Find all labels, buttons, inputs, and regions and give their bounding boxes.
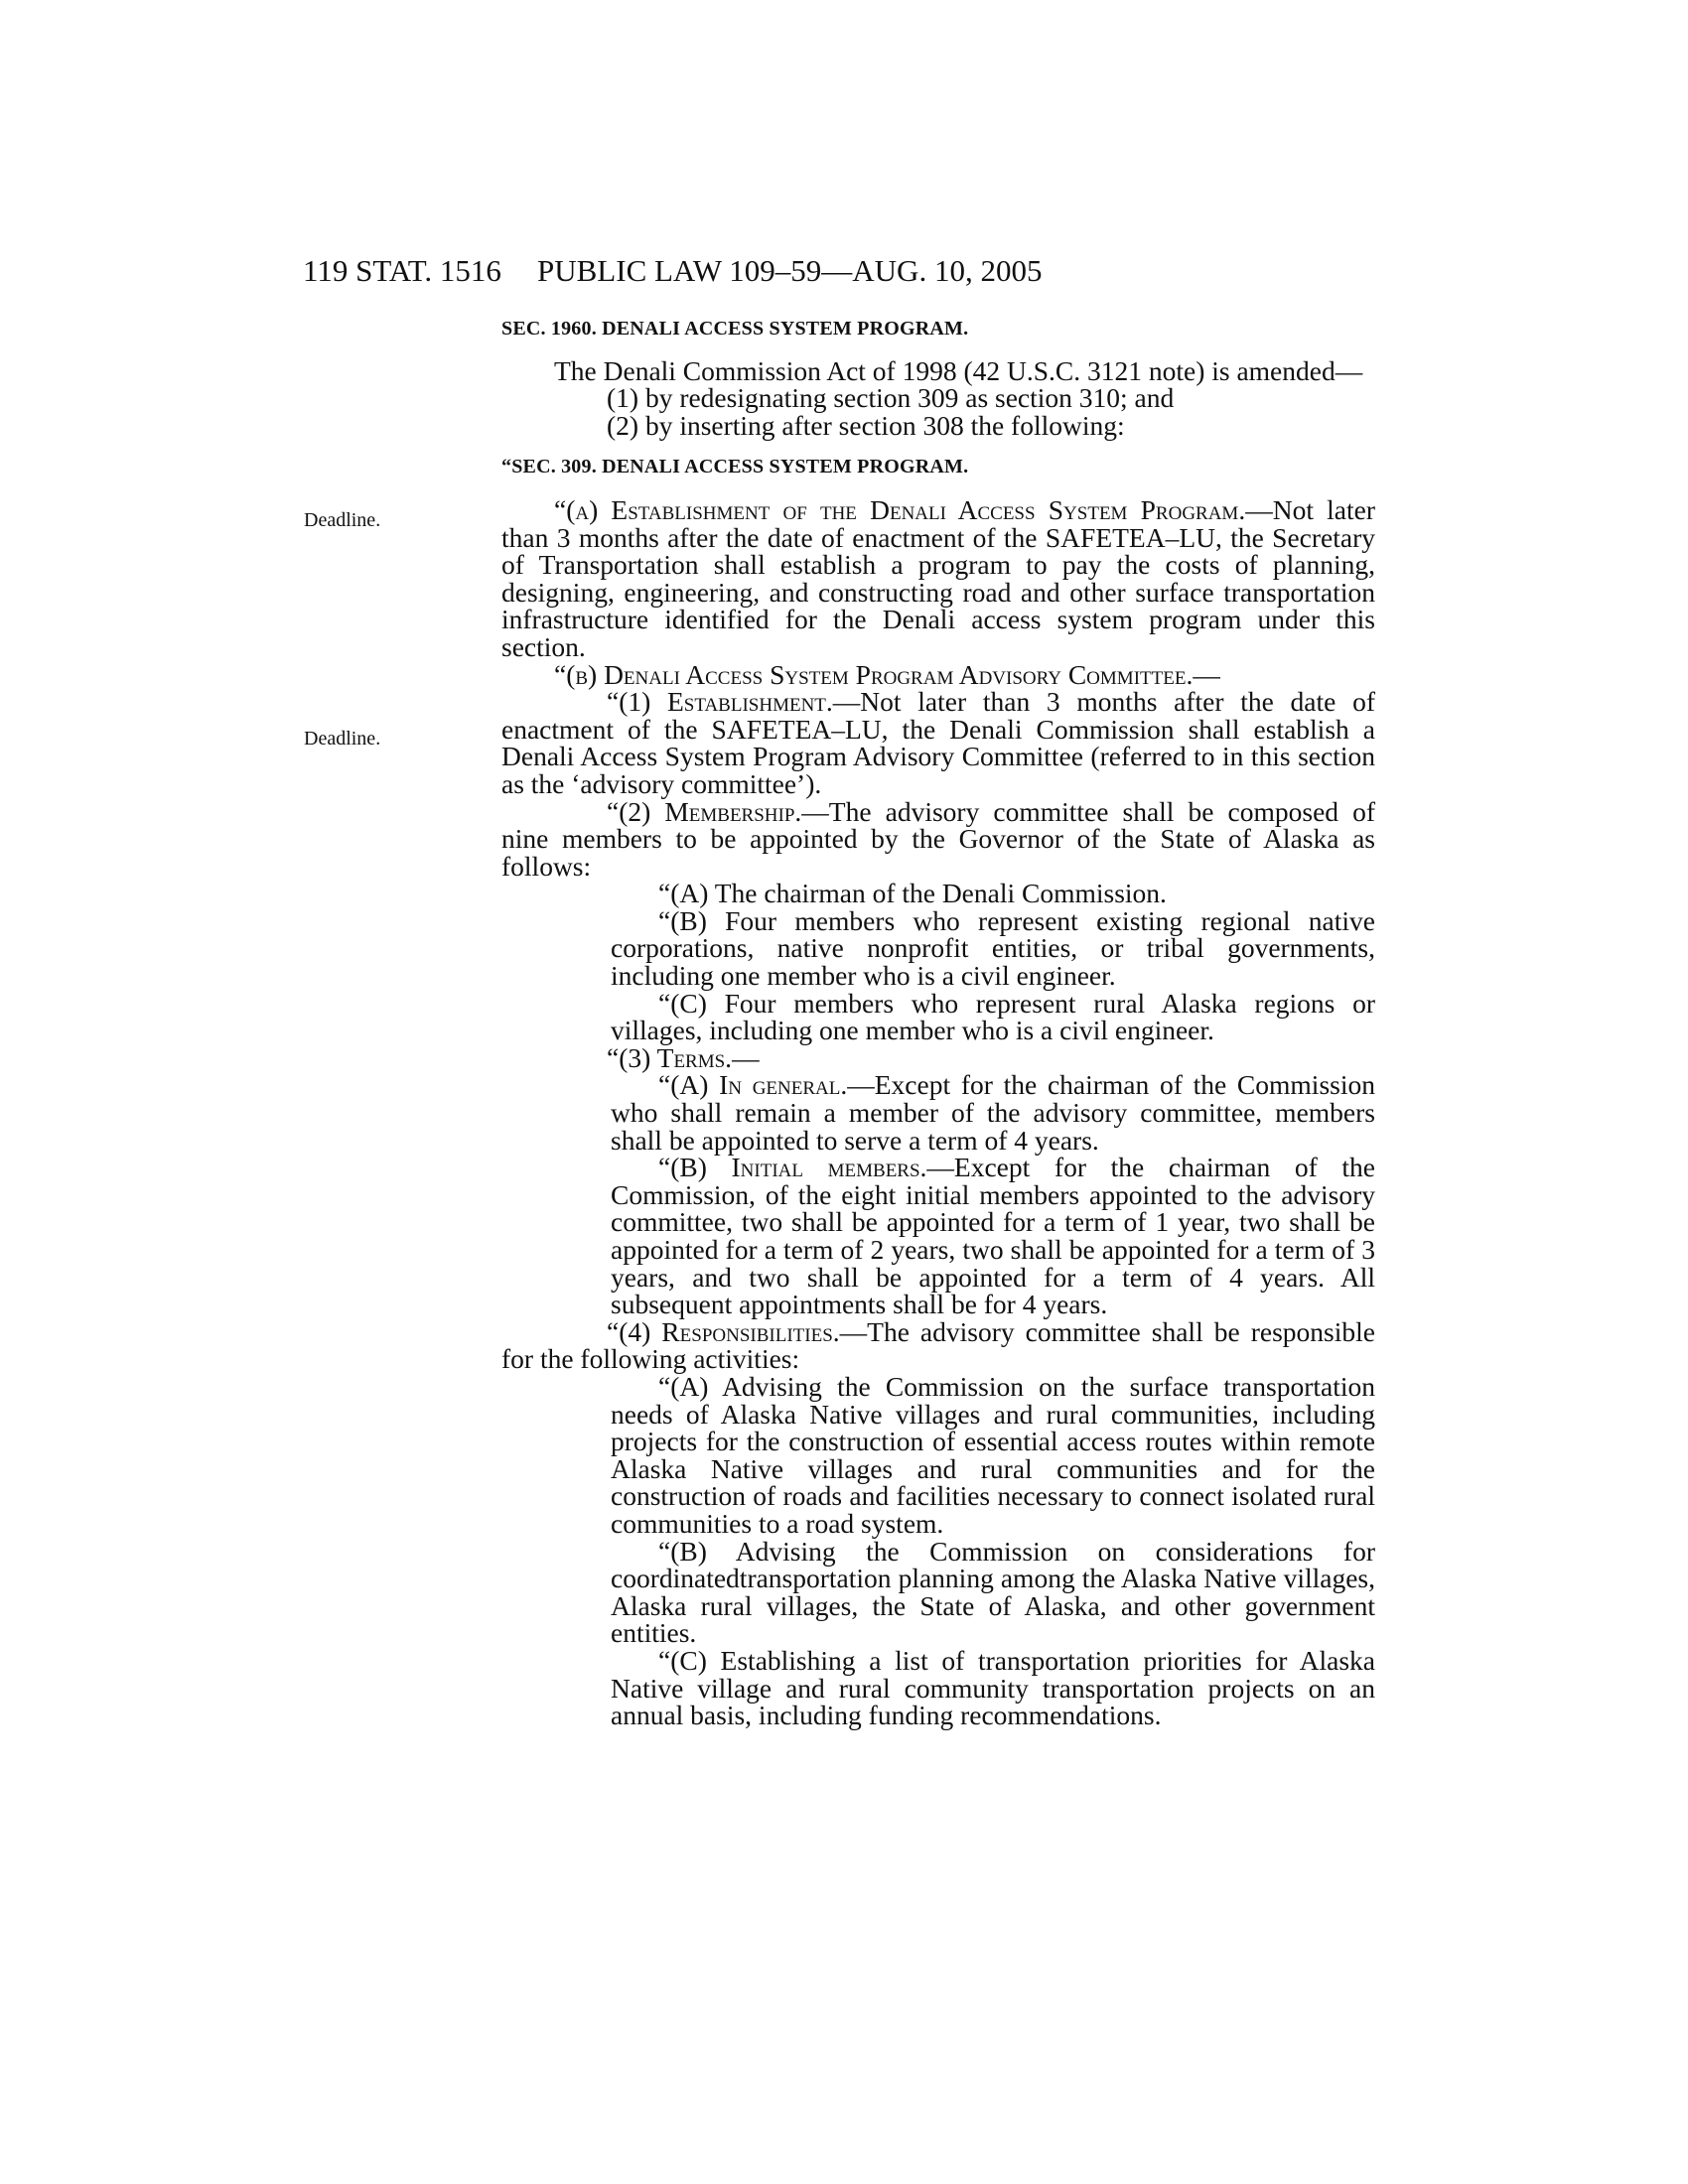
paragraph-b4	[501, 1315, 1375, 1375]
paragraph-b2-subparagraphs	[501, 880, 1375, 1044]
paragraph-b2	[501, 795, 1375, 882]
subparagraph-b3-A-heading: “(A) In general.	[658, 1069, 848, 1101]
section-1960-item-2: (2) by inserting after section 308 the following:	[607, 409, 1125, 441]
subparagraph-b2-A: “(A) The chairman of the Denali Commission.	[658, 878, 1167, 909]
section-1960-item-1: (1) by redesignating section 309 as section 310; and	[607, 382, 1175, 414]
subparagraph-b4-B: “(B) Advising the Commission on considerations for coordinatedtransportation planning among the Alaska Native villages, Alaska rural villages, the State of Alaska, and other government entities.	[611, 1535, 1375, 1649]
paragraph-b4-subparagraphs	[501, 1370, 1375, 1731]
paragraph-b3-dash: —	[732, 1041, 760, 1073]
section-1960-intro: The Denali Commission Act of 1998 (42 U.S.C. 3121 note) is amended—	[554, 354, 1363, 386]
margin-note-deadline: Deadline.	[304, 509, 381, 531]
subparagraph-b3-B-heading: “(B) Initial members.	[658, 1152, 927, 1183]
subparagraph-b3-A-text: —Except for the chairman of the Commission who shall remain a member of the advisory committee, members shall be appointed to serve a term of 4 years.	[611, 1069, 1375, 1156]
paragraph-b1	[501, 688, 1375, 797]
subsection-a	[501, 493, 1375, 662]
statute-page-number: 119 STAT. 1516	[303, 253, 501, 288]
subparagraph-b4-C: “(C) Establishing a list of transportation priorities for Alaska Native village and rural community transportation projects on an annual basis, including funding recommendations.	[611, 1644, 1375, 1731]
public-law-title: PUBLIC LAW 109–59—AUG. 10, 2005	[537, 253, 1043, 288]
subparagraph-b2-B: “(B) Four members who represent existing regional native corporations, native nonprofit entities, or tribal governments, including one member who is a civil engineer.	[611, 904, 1375, 992]
subparagraph-b3-B	[611, 1154, 1375, 1318]
paragraph-b2-heading: “(2) Membership.	[607, 795, 802, 827]
margin-note-deadline: Deadline.	[304, 728, 381, 750]
paragraph-b4-text: —The advisory committee shall be responsible for the following activities:	[501, 1315, 1375, 1375]
paragraph-b2-text: —The advisory committee shall be composed of nine members to be appointed by the Governor of the State of Alaska as follows:	[501, 795, 1375, 882]
paragraph-b3-heading: “(3) Terms.	[607, 1041, 733, 1073]
paragraph-b3-subparagraphs	[501, 1069, 1375, 1320]
subsection-a-text: —Not later than 3 months after the date of enactment of the SAFETEA–LU, the Secretary of Transportation shall establish a program to pay the costs of planning, designing, engineering, and constructing road and other surface transportation infrastructure identified for the Denali access system program under this section.	[501, 493, 1375, 662]
subparagraph-b3-B-text: —Except for the chairman of the Commission, of the eight initial members appointed to the advisory committee, two shall be appointed for a term of 1 year, two shall be appointed for a term of 2 years, two shall be appointed for a term of 3 years, and two shall be appointed for a term of 4 years. All subsequent appointments shall be for 4 years.	[611, 1152, 1375, 1320]
paragraph-b1-text: —Not later than 3 months after the date of enactment of the SAFETEA–LU, the Denali Commission shall establish a Denali Access System Program Advisory Committee (referred to in this section as the ‘advisory committee’).	[501, 686, 1375, 799]
subsection-a-heading: “(a) Establishment of the Denali Access System Program.	[554, 493, 1246, 525]
section-1960-heading: SEC. 1960. DENALI ACCESS SYSTEM PROGRAM.	[501, 318, 969, 340]
subsection-b	[501, 658, 1375, 690]
subsection-b-heading: “(b) Denali Access System Program Advisory Committee.	[554, 658, 1194, 690]
subparagraph-b2-C: “(C) Four members who represent rural Alaska regions or villages, including one member who is a civil engineer.	[611, 987, 1375, 1046]
paragraph-b3	[501, 1041, 1375, 1073]
subparagraph-b3-A	[611, 1071, 1375, 1154]
section-309-heading: “SEC. 309. DENALI ACCESS SYSTEM PROGRAM.	[501, 456, 969, 478]
paragraph-b4-heading: “(4) Responsibilities.	[607, 1315, 840, 1347]
subparagraph-b4-A: “(A) Advising the Commission on the surface transportation needs of Alaska Native villages and rural communities, including projects for the construction of essential access routes within remote Alaska Native villages and rural communities and for the construction of roads and facilities necessary to connect isolated rural communities to a road system.	[611, 1370, 1375, 1539]
paragraph-b1-heading: “(1) Establishment.	[607, 686, 833, 718]
subsection-b-dash: —	[1193, 658, 1220, 690]
document-body	[501, 316, 1375, 1729]
